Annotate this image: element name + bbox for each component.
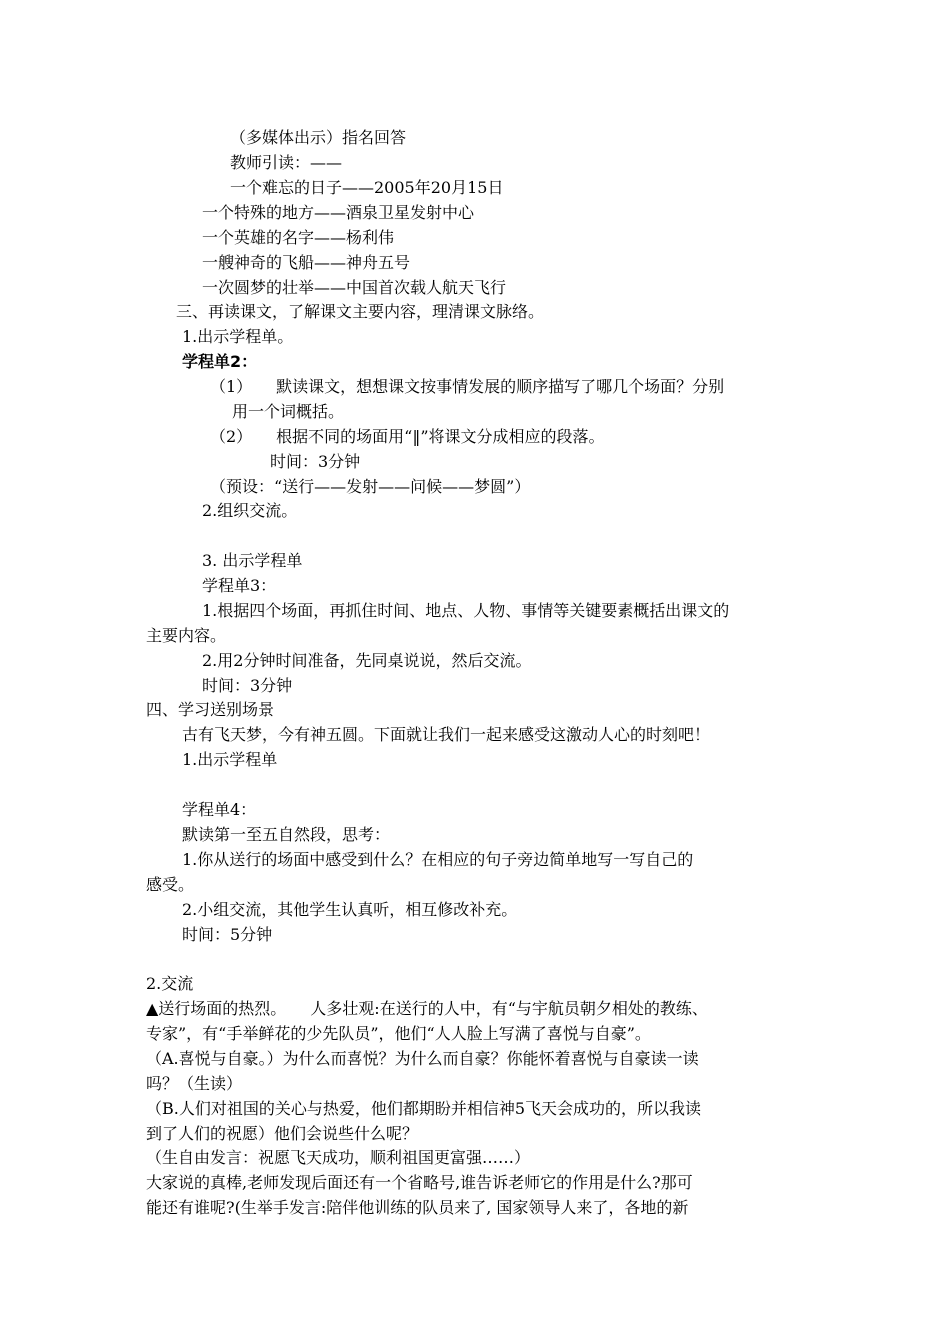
text-line: 古有飞天梦，今有神五圆。下面就让我们一起来感受这激动人心的时刻吧！: [182, 725, 711, 744]
text-line: 吗？（生读）: [146, 1074, 243, 1093]
text-line: （1） 默读课文，想想课文按事情发展的顺序描写了哪几个场面？分别: [210, 377, 725, 396]
text-line: 一个英雄的名字——杨利伟: [202, 228, 395, 247]
text-line: 感受。: [146, 875, 195, 894]
worksheet-heading: 学程单4：: [182, 800, 257, 819]
text-line: 1.出示学程单。: [182, 327, 294, 346]
text-line: 用一个词概括。: [232, 402, 345, 421]
text-line: 2.组织交流。: [202, 501, 298, 520]
text-line: （A.喜悦与自豪。）为什么而喜悦？为什么而自豪？你能怀着喜悦与自豪读一读: [146, 1049, 699, 1068]
text-line: 时间：3分钟: [202, 676, 293, 695]
text-line: 默读第一至五自然段，思考：: [182, 825, 391, 844]
text-line: 到了人们的祝愿）他们会说些什么呢？: [146, 1124, 419, 1143]
text-line: 2.用2分钟时间准备，先同桌说说，然后交流。: [202, 651, 532, 670]
text-line: 3. 出示学程单: [202, 551, 303, 570]
section-heading: 三、再读课文，了解课文主要内容，理清课文脉络。: [176, 302, 545, 321]
text-line: 1.根据四个场面，再抓住时间、地点、人物、事情等关键要素概括出课文的: [202, 601, 730, 620]
text-line: 教师引读：——: [230, 153, 343, 172]
text-line: 能还有谁呢?(生举手发言:陪伴他训练的队员来了, 国家领导人来了，各地的新: [146, 1198, 689, 1217]
text-line: 时间：5分钟: [182, 925, 273, 944]
text-line: （预设：“送行——发射——问候——梦圆”）: [210, 477, 531, 496]
text-line: 一次圆梦的壮举——中国首次载人航天飞行: [202, 278, 507, 297]
text-line: 1.你从送行的场面中感受到什么？在相应的句子旁边简单地写一写自己的: [182, 850, 694, 869]
text-line: （多媒体出示）指名回答: [230, 128, 407, 147]
text-line: ▲送行场面的热烈。 人多壮观:在送行的人中，有“与宇航员朝夕相处的教练、: [146, 999, 708, 1018]
worksheet-heading: 学程单2：: [182, 352, 258, 371]
text-line: 大家说的真棒,老师发现后面还有一个省略号,谁告诉老师它的作用是什么?那可: [146, 1173, 693, 1192]
text-line: 一个难忘的日子——2005年20月15日: [230, 178, 504, 197]
text-line: （生自由发言：祝愿飞天成功，顺利祖国更富强……）: [146, 1148, 531, 1167]
text-line: （2） 根据不同的场面用“‖”将课文分成相应的段落。: [210, 427, 605, 446]
text-line: 时间：3分钟: [270, 452, 361, 471]
worksheet-heading: 学程单3：: [202, 576, 277, 595]
text-line: 主要内容。: [146, 626, 227, 645]
text-line: 专家”，有“手举鲜花的少先队员”，他们“人人脸上写满了喜悦与自豪”。: [146, 1024, 651, 1043]
section-heading: 四、学习送别场景: [146, 700, 275, 719]
text-line: 1.出示学程单: [182, 750, 278, 769]
text-line: （B.人们对祖国的关心与热爱，他们都期盼并相信神5飞天会成功的，所以我读: [146, 1099, 702, 1118]
text-line: 2.小组交流，其他学生认真听，相互修改补充。: [182, 900, 518, 919]
text-line: 一个特殊的地方——酒泉卫星发射中心: [202, 203, 475, 222]
text-line: 一艘神奇的飞船——神舟五号: [202, 253, 411, 272]
text-line: 2.交流: [146, 974, 194, 993]
